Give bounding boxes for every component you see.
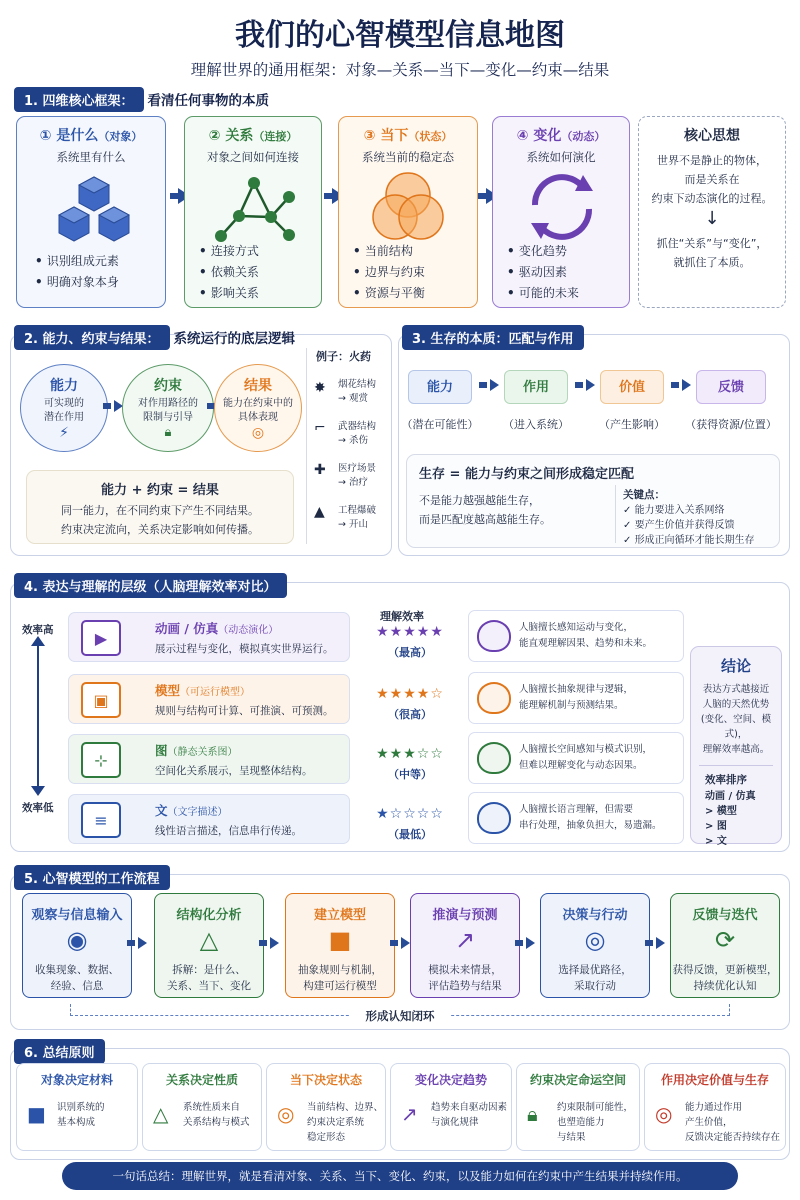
result-label: 结果 xyxy=(244,378,272,394)
principle-card xyxy=(16,1063,138,1151)
network-icon: △ xyxy=(153,1102,169,1126)
example-result: → 观赏 xyxy=(338,393,368,404)
star-filled-icon: ★ xyxy=(389,746,404,762)
example-result: → 开山 xyxy=(338,519,368,530)
ability-desc: 可实现的 xyxy=(44,398,84,409)
flow-step-title: 结构化分析 xyxy=(176,908,242,923)
card-desc: 系统里有什么 xyxy=(56,150,126,164)
arrow-right-icon xyxy=(586,379,595,391)
flow-step-desc xyxy=(286,962,394,994)
principle-card xyxy=(516,1063,640,1151)
key-point: 要产生价值并获得反馈 xyxy=(634,520,735,531)
principle-title: 作用决定价值与生存 xyxy=(660,1073,769,1087)
eff-axis xyxy=(37,642,39,788)
card-bullets xyxy=(353,241,425,304)
constraint-label: 约束 xyxy=(154,378,182,394)
flow-desc-line: 经验、信息 xyxy=(50,980,104,992)
expression-row xyxy=(68,612,350,662)
eff-title: 理解效率 xyxy=(380,610,424,623)
row-tag: （静态关系图） xyxy=(167,747,238,758)
trend-chart-icon: ↗ xyxy=(401,1102,418,1126)
rank-item: 动画 / 仿真 xyxy=(705,791,756,802)
section-3-header xyxy=(402,326,584,348)
brain-line: 但难以理解变化与动态因果。 xyxy=(519,760,643,771)
core-line: 世界不是静止的物体， xyxy=(657,154,767,167)
bullet: • 明确对象本身 xyxy=(35,272,119,293)
venn-icon: ◎ xyxy=(277,1102,295,1126)
result-circle xyxy=(214,364,302,452)
principle-line: 当前结构、边界、 xyxy=(307,1102,384,1113)
section-2-header xyxy=(14,326,295,348)
result-desc: 能力在约束中的 xyxy=(223,398,293,409)
cube-icon: ■ xyxy=(27,1102,46,1126)
core-line: 就抓住了本质。 xyxy=(673,256,751,269)
core-idea-title: 核心思想 xyxy=(684,128,740,144)
flow-desc-line: 选择最优路径， xyxy=(558,964,632,976)
survival-title: 生存 = 能力与约束之间形成稳定匹配 xyxy=(419,467,634,482)
star-filled-icon: ★ xyxy=(430,624,444,640)
constraint-circle xyxy=(122,364,214,452)
chain-ability: 能力 xyxy=(408,370,472,404)
rank-item: > 模型 xyxy=(705,806,737,817)
card-tag: （对象） xyxy=(98,130,143,143)
graph-icon: ⊹ xyxy=(81,742,121,778)
brain-box xyxy=(468,792,684,844)
flow-step xyxy=(410,893,520,998)
card-desc: 对象之间如何连接 xyxy=(207,150,299,164)
core-line: 抓住“关系”与“变化”， xyxy=(656,237,768,250)
star-filled-icon: ★ xyxy=(416,686,431,702)
star-empty-icon: ☆ xyxy=(416,746,431,762)
star-rating xyxy=(366,806,454,822)
row-title xyxy=(155,741,238,759)
principle-line: 趋势来自驱动因素 xyxy=(431,1102,508,1113)
example-label: 工程爆破 xyxy=(338,505,377,516)
example-label: 武器结构 xyxy=(338,421,377,432)
flow-desc-line: 评估趋势与结果 xyxy=(428,980,502,992)
eff-high-label: 效率高 xyxy=(22,624,54,636)
star-filled-icon: ★ xyxy=(376,624,390,640)
section-5-header xyxy=(14,866,170,888)
example-item xyxy=(314,460,390,502)
card-num: ② xyxy=(208,128,221,144)
core-line: 约束下动态演化的过程。 xyxy=(651,192,773,205)
conclusion-line: 理解效率越高。 xyxy=(702,744,770,755)
expression-row xyxy=(68,794,350,844)
example-item xyxy=(314,502,390,544)
section-1-tag: 1. 四维核心框架： xyxy=(14,87,144,112)
flow-step-title: 推演与预测 xyxy=(432,908,498,923)
example-result: → 杀伤 xyxy=(338,435,368,446)
conclusion-title: 结论 xyxy=(720,657,751,675)
example-list xyxy=(314,376,390,544)
gun-icon: ⌐ xyxy=(314,420,326,436)
principle-title: 当下决定状态 xyxy=(289,1073,362,1087)
ability-desc: 潜在作用 xyxy=(44,412,84,423)
card-desc: 系统如何演化 xyxy=(526,150,596,164)
brain-line: 能理解机制与预测结果。 xyxy=(519,700,624,711)
principle-line: 约束限制可能性， xyxy=(557,1102,634,1113)
ability-circle xyxy=(20,364,108,452)
star-rating xyxy=(366,746,454,762)
row-title xyxy=(155,619,278,637)
chain-desc: （进入系统） xyxy=(503,418,569,431)
key-point: 能力要进入关系网络 xyxy=(634,505,725,516)
row-tag: （文字描述） xyxy=(167,807,228,818)
card-num: ④ xyxy=(516,128,529,144)
section-6-tag: 6. 总结原则 xyxy=(14,1039,105,1064)
eye-icon: ◉ xyxy=(66,926,88,954)
flow-desc-line: 模拟未来情景， xyxy=(428,964,502,976)
arrow-right-icon xyxy=(270,937,279,949)
page-subtitle: 理解世界的通用框架：对象—关系—当下—变化—约束—结果 xyxy=(190,61,610,79)
divider xyxy=(699,765,773,766)
framework-card-relation xyxy=(184,116,322,308)
principle-line: 能力通过作用 xyxy=(685,1102,743,1113)
rank-title: 效率排序 xyxy=(705,774,747,786)
principle-line: 与结果 xyxy=(557,1132,586,1143)
row-desc: 展示过程与变化，模拟真实世界运行。 xyxy=(155,643,334,655)
flow-desc-line: 采取行动 xyxy=(574,980,616,992)
star-filled-icon: ★ xyxy=(376,746,390,762)
bullet: • 识别组成元素 xyxy=(35,251,119,272)
conclusion-line: (变化、空间、模式)， xyxy=(700,714,772,740)
principle-desc xyxy=(431,1100,509,1130)
principle-desc xyxy=(183,1100,259,1130)
principle-line: 约束决定系统 xyxy=(307,1117,365,1128)
arrow-right-icon xyxy=(682,379,691,391)
card-desc: 系统当前的稳定态 xyxy=(362,150,454,164)
principle-title: 变化决定趋势 xyxy=(414,1073,487,1087)
cycle-icon xyxy=(521,169,603,245)
eff-low-label: 效率低 xyxy=(22,802,54,814)
principle-card xyxy=(390,1063,512,1151)
brain-text xyxy=(519,742,652,774)
flow-desc-line: 收集现象、数据、 xyxy=(35,964,119,976)
row-title xyxy=(155,801,228,819)
section-5-tag: 5. 心智模型的工作流程 xyxy=(14,865,170,890)
firework-icon: ✸ xyxy=(314,380,326,396)
section-2-subtitle: 系统运行的底层逻辑 xyxy=(173,331,296,347)
card-bullets xyxy=(35,251,119,293)
bullet: • 依赖关系 xyxy=(199,262,259,283)
triangle-network-icon: △ xyxy=(199,926,219,954)
core-line: 而是关系在 xyxy=(684,173,740,186)
flow-step xyxy=(22,893,132,998)
check-icon: ✓ xyxy=(623,505,635,516)
card-bullets xyxy=(507,241,579,304)
flow-step xyxy=(670,893,780,998)
flow-step xyxy=(154,893,264,998)
principle-line: 反馈决定能否持续存在 xyxy=(685,1132,781,1143)
star-empty-icon: ☆ xyxy=(430,806,444,822)
loop-label: 形成认知闭环 xyxy=(350,1008,450,1024)
flow-desc-line: 关系、当下、变化 xyxy=(167,980,251,992)
brain-icon xyxy=(477,742,511,774)
arrow-right-icon xyxy=(656,937,665,949)
brain-text xyxy=(519,682,633,714)
brain-box xyxy=(468,672,684,724)
row-level: （很高） xyxy=(388,708,432,721)
cubes-icon xyxy=(49,169,139,249)
row-title xyxy=(155,681,250,699)
brain-icon xyxy=(477,802,511,834)
star-rating xyxy=(366,624,454,640)
brain-icon xyxy=(477,620,511,652)
card-num: ③ xyxy=(363,128,376,144)
principle-title: 约束决定命运空间 xyxy=(529,1073,626,1087)
section-1-subtitle: 看清任何事物的本质 xyxy=(147,93,270,109)
trend-chart-icon: ↗ xyxy=(454,926,476,954)
card-name: 当下 xyxy=(380,128,409,144)
target-icon: ◎ xyxy=(251,425,265,441)
row-name: 文 xyxy=(155,803,168,818)
flow-step xyxy=(540,893,650,998)
check-icon: ✓ xyxy=(623,535,635,546)
lock-icon: 🔒︎ xyxy=(527,1102,538,1126)
principle-line: 关系结构与模式 xyxy=(183,1117,250,1128)
principle-card xyxy=(142,1063,262,1151)
brain-box xyxy=(468,732,684,784)
row-level: （最低） xyxy=(388,828,432,841)
principle-line: 系统性质来自 xyxy=(183,1102,241,1113)
framework-card-change xyxy=(492,116,630,308)
constraint-desc: 对作用路径的 xyxy=(138,398,198,409)
principle-line: 基本构成 xyxy=(57,1117,96,1128)
principle-line: 识别系统的 xyxy=(57,1102,105,1113)
formula-line: 约束决定流向，关系决定影响如何传播。 xyxy=(61,523,259,536)
star-filled-icon: ★ xyxy=(403,746,417,762)
card-name: 变化 xyxy=(533,128,562,144)
cube-icon: ■ xyxy=(328,926,352,954)
framework-card-object xyxy=(16,116,166,308)
principle-desc xyxy=(307,1100,383,1145)
flow-step-desc xyxy=(541,962,649,994)
section-6-header xyxy=(14,1040,105,1062)
chain-desc: （潜在可能性） xyxy=(401,418,479,431)
survival-box xyxy=(406,454,780,548)
bullet: • 影响关系 xyxy=(199,283,259,304)
formula-box xyxy=(26,470,294,544)
survival-line: 不是能力越强越能生存， xyxy=(419,494,540,507)
arrow-right-icon xyxy=(526,937,535,949)
row-desc: 空间化关系展示，呈现整体结构。 xyxy=(155,765,313,777)
flow-step-title: 决策与行动 xyxy=(562,908,628,923)
conclusion-box xyxy=(690,646,782,847)
row-name: 动画 / 仿真 xyxy=(155,621,219,636)
bullet: • 当前结构 xyxy=(353,241,425,262)
chain-feedback: 反馈 xyxy=(696,370,766,404)
card-num: ① xyxy=(39,128,52,144)
framework-card-present xyxy=(338,116,478,308)
key-point: 形成正向循环才能长期生存 xyxy=(634,535,755,546)
section-3-tag: 3. 生存的本质：匹配与作用 xyxy=(402,325,584,350)
row-level: （最高） xyxy=(388,646,432,659)
star-empty-icon: ☆ xyxy=(416,806,431,822)
example-divider xyxy=(306,348,307,544)
star-empty-icon: ☆ xyxy=(430,686,444,702)
star-filled-icon: ★ xyxy=(376,806,390,822)
lock-icon: 🔒︎ xyxy=(164,425,172,440)
video-icon: ▶ xyxy=(81,620,121,656)
arrow-right-icon xyxy=(401,937,410,949)
row-tag: （动态演化） xyxy=(218,625,279,636)
flow-step-desc xyxy=(155,962,263,994)
brain-line: 人脑擅长空间感知与模式识别， xyxy=(519,744,653,755)
principle-desc xyxy=(685,1100,783,1145)
section-4-header xyxy=(14,574,287,596)
flow-step-desc xyxy=(671,962,779,994)
page-title: 我们的心智模型信息地图 xyxy=(235,18,565,53)
survival-line: 而是匹配度越高越能生存。 xyxy=(419,513,551,526)
section-2-tag: 2. 能力、约束与结果： xyxy=(14,325,170,350)
card-name: 是什么 xyxy=(56,128,99,144)
example-result: → 治疗 xyxy=(338,477,368,488)
star-filled-icon: ★ xyxy=(416,624,431,640)
medical-icon: ✚ xyxy=(314,462,326,478)
star-empty-icon: ☆ xyxy=(430,746,444,762)
flow-desc-line: 获得反馈，更新模型， xyxy=(672,964,778,976)
principle-line: 产生价值， xyxy=(685,1117,733,1128)
flow-step-desc xyxy=(411,962,519,994)
example-label: 医疗场景 xyxy=(338,463,377,474)
row-tag: （可运行模型） xyxy=(180,687,251,698)
chain-value: 价值 xyxy=(600,370,664,404)
star-filled-icon: ★ xyxy=(376,686,390,702)
flow-desc-line: 构建可运行模型 xyxy=(303,980,377,992)
summary-bar: 一句话总结：理解世界，就是看清对象、关系、当下、变化、约束，以及能力如何在约束中产生结果并持续作用。 xyxy=(62,1162,738,1190)
conclusion-line: 表达方式越接近 xyxy=(702,684,770,695)
section-1-header xyxy=(14,88,269,110)
star-filled-icon: ★ xyxy=(403,686,417,702)
brain-text xyxy=(519,802,662,834)
star-filled-icon: ★ xyxy=(389,686,404,702)
principle-line: 稳定形态 xyxy=(307,1132,346,1143)
arrow-down-icon: ↓ xyxy=(704,208,720,229)
core-idea-card xyxy=(638,116,786,308)
bullet: • 资源与平衡 xyxy=(353,283,425,304)
brain-line: 人脑擅长感知运动与变化， xyxy=(519,622,634,633)
divider xyxy=(615,485,616,543)
brain-line: 人脑擅长语言理解，但需要 xyxy=(519,804,634,815)
target-icon: ◎ xyxy=(584,926,606,954)
chain-action: 作用 xyxy=(504,370,568,404)
lightning-icon: ⚡ xyxy=(59,425,69,441)
brain-box xyxy=(468,610,684,662)
arrow-right-icon xyxy=(138,937,147,949)
bullet: • 变化趋势 xyxy=(507,241,579,262)
example-title: 例子：火药 xyxy=(316,350,371,363)
ability-label: 能力 xyxy=(50,378,78,394)
flow-step-title: 建立模型 xyxy=(313,908,366,923)
flow-desc-line: 抽象规则与机制， xyxy=(298,964,382,976)
model-cube-icon: ▣ xyxy=(81,682,121,718)
flow-step xyxy=(285,893,395,998)
row-name: 图 xyxy=(155,743,168,758)
target-icon: ◎ xyxy=(655,1102,673,1126)
star-rating xyxy=(366,686,454,702)
formula-title: 能力 + 约束 = 结果 xyxy=(101,483,219,498)
check-icon: ✓ xyxy=(623,520,635,531)
flow-desc-line: 拆解：是什么、 xyxy=(172,964,246,976)
principle-desc xyxy=(57,1100,135,1130)
bullet: • 连接方式 xyxy=(199,241,259,262)
principle-title: 对象决定材料 xyxy=(40,1073,113,1087)
constraint-desc: 限制与引导 xyxy=(143,412,193,423)
axis-arrow-down-icon xyxy=(31,786,45,796)
document-icon: ≡ xyxy=(81,802,121,838)
flow-step-title: 观察与信息输入 xyxy=(31,908,123,923)
star-empty-icon: ☆ xyxy=(403,806,417,822)
star-empty-icon: ☆ xyxy=(389,806,404,822)
refresh-icon: ⟳ xyxy=(714,926,736,954)
venn-icon xyxy=(363,167,453,247)
expression-row xyxy=(68,734,350,784)
row-desc: 规则与结构可计算、可推演、可预测。 xyxy=(155,705,334,717)
card-tag: （连接） xyxy=(253,130,298,143)
card-tag: （状态） xyxy=(408,130,453,143)
row-name: 模型 xyxy=(155,683,181,698)
section-4-tag: 4. 表达与理解的层级（人脑理解效率对比） xyxy=(14,573,287,598)
example-item xyxy=(314,418,390,460)
mountain-icon: ▲ xyxy=(314,504,325,520)
row-desc: 线性语言描述，信息串行传递。 xyxy=(155,825,302,837)
principle-card xyxy=(644,1063,786,1151)
principle-title: 关系决定性质 xyxy=(165,1073,238,1087)
rank-item: > 文 xyxy=(705,836,727,847)
example-label: 烟花结构 xyxy=(338,379,377,390)
star-filled-icon: ★ xyxy=(403,624,417,640)
axis-arrow-up-icon xyxy=(31,636,45,646)
bullet: • 可能的未来 xyxy=(507,283,579,304)
bullet: • 驱动因素 xyxy=(507,262,579,283)
row-level: （中等） xyxy=(388,768,432,781)
brain-text xyxy=(519,620,652,652)
flow-step-title: 反馈与迭代 xyxy=(692,908,758,923)
brain-line: 人脑擅长抽象规律与逻辑， xyxy=(519,684,634,695)
bullet: • 边界与约束 xyxy=(353,262,425,283)
brain-line: 能直观理解因果、趋势和未来。 xyxy=(519,638,653,649)
flow-desc-line: 持续优化认知 xyxy=(693,980,757,992)
rank-item: > 图 xyxy=(705,821,727,832)
principle-card xyxy=(266,1063,386,1151)
card-name: 关系 xyxy=(225,128,254,144)
formula-line: 同一能力，在不同约束下产生不同结果。 xyxy=(61,504,259,517)
brain-line: 串行处理，抽象负担大，易遗漏。 xyxy=(519,820,662,831)
example-item xyxy=(314,376,390,418)
expression-row xyxy=(68,674,350,724)
principle-line: 与演化规律 xyxy=(431,1117,479,1128)
chain-desc: （产生影响） xyxy=(599,418,665,431)
network-icon xyxy=(209,171,299,249)
card-tag: （动态） xyxy=(561,130,606,143)
brain-icon xyxy=(477,682,511,714)
star-filled-icon: ★ xyxy=(389,624,404,640)
arrow-right-icon xyxy=(490,379,499,391)
key-title: 关键点： xyxy=(623,489,665,501)
flow-step-desc xyxy=(23,962,131,994)
principle-desc xyxy=(557,1100,637,1145)
conclusion-line: 人脑的天然优势 xyxy=(702,699,770,710)
card-bullets xyxy=(199,241,259,304)
principle-line: 也塑造能力 xyxy=(557,1117,605,1128)
result-desc: 具体表现 xyxy=(238,412,278,423)
chain-desc: （获得资源/位置） xyxy=(685,418,777,431)
